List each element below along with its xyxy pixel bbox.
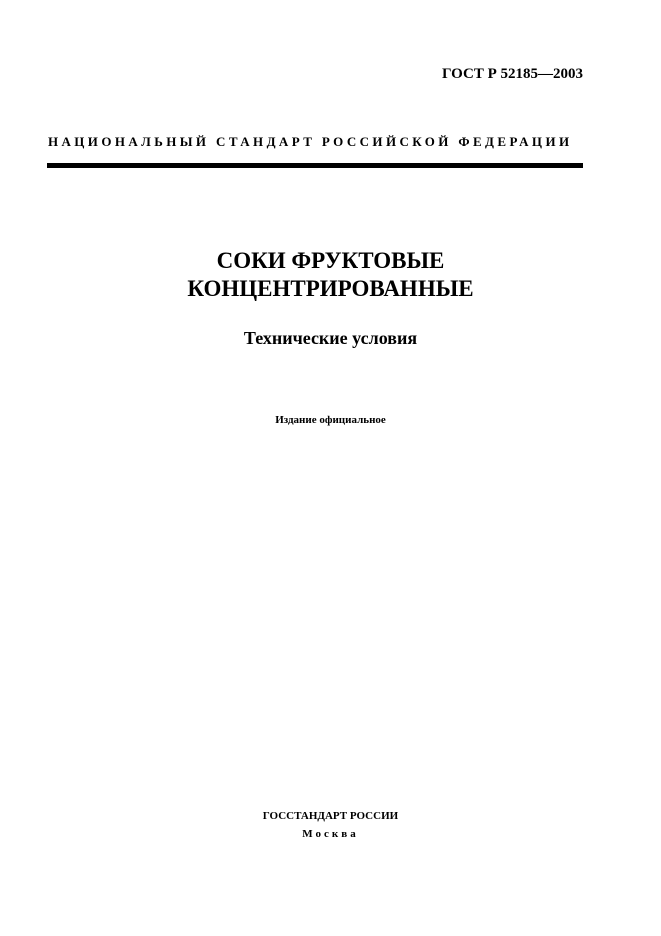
title-line-1: СОКИ ФРУКТОВЫЕ (216, 248, 445, 273)
standard-label: НАЦИОНАЛЬНЫЙ СТАНДАРТ РОССИЙСКОЙ ФЕДЕРАЦИИ (48, 134, 573, 149)
publisher: ГОССТАНДАРТ РОССИИ (262, 810, 399, 822)
document-title (0, 247, 661, 303)
publication-city: Москва (302, 828, 359, 840)
document-subtitle: Технические условия (243, 328, 418, 348)
document-number: ГОСТ Р 52185—2003 (441, 66, 583, 82)
title-line-2: КОНЦЕНТРИРОВАННЫЕ (187, 276, 474, 301)
header-rule (47, 163, 583, 168)
edition-note: Издание официальное (275, 414, 386, 426)
